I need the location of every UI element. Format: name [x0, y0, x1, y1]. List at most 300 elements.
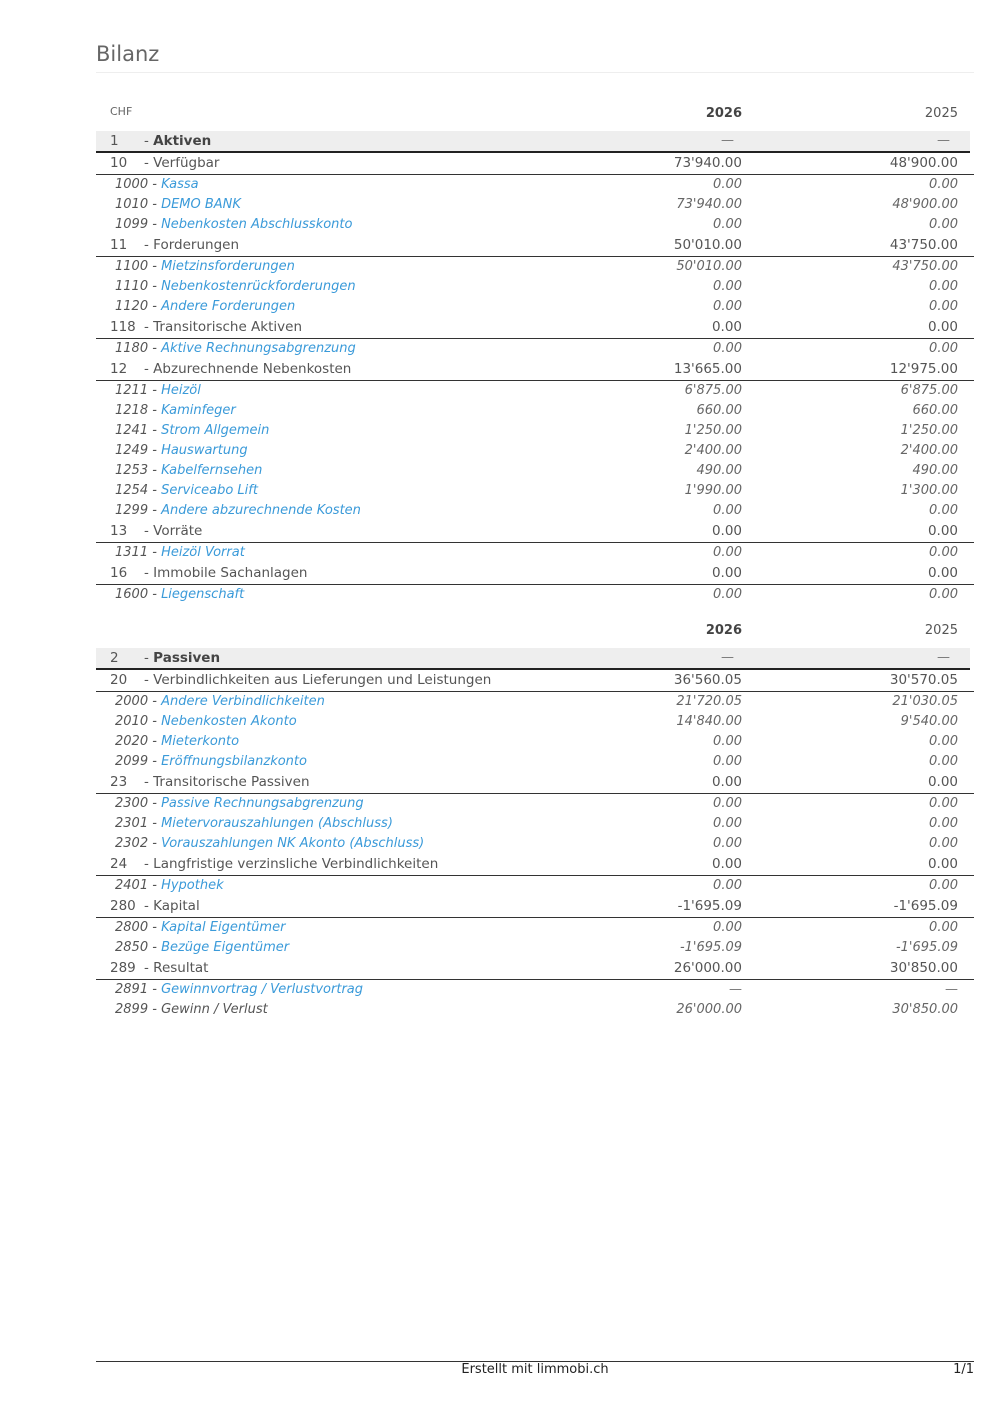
account-value-current: 0.00 [713, 545, 742, 560]
account-link[interactable]: Aktive Rechnungsabgrenzung [161, 341, 356, 356]
account-row [96, 339, 974, 359]
account-value-current: 0.00 [713, 279, 742, 294]
account-value-current: 660.00 [696, 403, 742, 418]
account-value-current: 2'400.00 [684, 443, 742, 458]
section-row-passiven [96, 648, 970, 670]
account-number: 1099 [115, 217, 149, 232]
account-number: 1600 [115, 587, 149, 602]
account-value-current: 21'720.05 [676, 694, 742, 709]
account-title [115, 836, 424, 851]
account-title [115, 463, 262, 478]
account-value-current: 0.00 [713, 217, 742, 232]
account-row [96, 834, 974, 854]
account-value-previous: 0.00 [929, 754, 958, 769]
group-separator: - [144, 898, 154, 914]
account-value-previous: 0.00 [929, 816, 958, 831]
account-number: 2099 [115, 754, 149, 769]
account-separator: - [148, 836, 162, 851]
account-separator: - [148, 423, 162, 438]
group-number: 12 [110, 361, 128, 377]
section-number: 1 [110, 133, 119, 149]
account-title [115, 816, 393, 831]
group-value-current: 0.00 [711, 856, 742, 872]
account-value-previous: 30'850.00 [892, 1002, 958, 1017]
page-title: Bilanz [96, 42, 160, 66]
account-link[interactable]: Hypothek [161, 878, 224, 893]
group-number: 118 [110, 319, 136, 335]
group-value-current: 36'560.05 [673, 672, 742, 688]
account-name: Gewinn / Verlust [161, 1002, 268, 1017]
account-separator: - [148, 714, 162, 729]
group-value-previous: 0.00 [927, 565, 958, 581]
account-title [115, 423, 269, 438]
account-link[interactable]: Vorauszahlungen NK Akonto (Abschluss) [161, 836, 425, 851]
account-row [96, 876, 974, 896]
account-link[interactable]: Heizöl Vorrat [161, 545, 245, 560]
group-value-previous: 0.00 [927, 856, 958, 872]
account-value-previous: 0.00 [929, 341, 958, 356]
group-name: Verbindlichkeiten aus Lieferungen und Leistungen [153, 672, 492, 688]
section-title [110, 650, 220, 666]
account-value-previous: -1'695.09 [895, 940, 958, 955]
account-separator: - [148, 443, 162, 458]
group-name: Verfügbar [153, 155, 220, 171]
account-number: 2899 [115, 1002, 149, 1017]
account-title [115, 878, 224, 893]
account-title [115, 177, 199, 192]
account-value-current: 0.00 [713, 503, 742, 518]
account-row [96, 501, 974, 521]
section-value-previous: — [937, 133, 950, 148]
account-link[interactable]: Andere Forderungen [161, 299, 296, 314]
balance-sheet [96, 98, 974, 1020]
section-number: 2 [110, 650, 119, 666]
account-group-row [96, 235, 974, 257]
account-value-current: 0.00 [713, 299, 742, 314]
group-separator: - [144, 237, 154, 253]
account-separator: - [148, 734, 162, 749]
account-separator: - [148, 816, 162, 831]
account-row [96, 918, 974, 938]
account-link[interactable]: Hauswartung [161, 443, 248, 458]
section-separator: - [144, 650, 154, 666]
account-title [115, 383, 201, 398]
group-title [110, 155, 220, 171]
account-separator: - [148, 694, 162, 709]
account-value-previous: 43'750.00 [892, 259, 958, 274]
group-number: 16 [110, 565, 128, 581]
group-number: 280 [110, 898, 136, 914]
page-number: 1/1 [953, 1362, 974, 1377]
account-number: 1120 [115, 299, 149, 314]
group-separator: - [144, 565, 154, 581]
account-link[interactable]: Nebenkosten Akonto [161, 714, 297, 729]
account-value-current: 0.00 [713, 816, 742, 831]
section-value-current: — [721, 133, 734, 148]
section-value-previous: — [937, 650, 950, 665]
account-value-previous: 0.00 [929, 545, 958, 560]
account-link[interactable]: Bezüge Eigentümer [161, 940, 290, 955]
account-link[interactable]: Mietervorauszahlungen (Abschluss) [161, 816, 393, 831]
account-value-previous: 490.00 [912, 463, 958, 478]
account-value-previous: 9'540.00 [900, 714, 958, 729]
section-name: Passiven [153, 650, 221, 666]
account-number: 1299 [115, 503, 149, 518]
account-value-current: 1'990.00 [684, 483, 742, 498]
group-name: Transitorische Aktiven [153, 319, 303, 335]
account-number: 1311 [115, 545, 149, 560]
account-row [96, 712, 974, 732]
account-title [115, 545, 245, 560]
account-separator: - [148, 503, 162, 518]
account-value-current: 0.00 [713, 920, 742, 935]
group-value-previous: 0.00 [927, 319, 958, 335]
section-spacer [96, 605, 974, 615]
account-group-row [96, 153, 974, 175]
account-value-current: 0.00 [713, 177, 742, 192]
group-title [110, 898, 200, 914]
account-link[interactable]: Andere abzurechnende Kosten [161, 503, 361, 518]
group-separator: - [144, 672, 154, 688]
group-value-previous: 12'975.00 [889, 361, 958, 377]
account-value-previous: 660.00 [912, 403, 958, 418]
account-separator: - [148, 279, 162, 294]
account-title [115, 443, 248, 458]
account-value-previous: 0.00 [929, 279, 958, 294]
account-number: 2301 [115, 816, 149, 831]
account-number: 1218 [115, 403, 149, 418]
account-row [96, 421, 974, 441]
account-link[interactable]: Liegenschaft [161, 587, 245, 602]
account-row [96, 585, 974, 605]
account-value-current: 0.00 [713, 878, 742, 893]
account-row [96, 401, 974, 421]
account-group-row [96, 772, 974, 794]
account-value-current: 0.00 [713, 836, 742, 851]
account-number: 1100 [115, 259, 149, 274]
group-value-current: 0.00 [711, 774, 742, 790]
account-number: 2850 [115, 940, 149, 955]
account-value-previous: 0.00 [929, 878, 958, 893]
account-row [96, 692, 974, 712]
account-separator: - [148, 483, 162, 498]
group-separator: - [144, 523, 154, 539]
account-number: 2000 [115, 694, 149, 709]
account-group-row [96, 563, 974, 585]
account-title [115, 920, 285, 935]
account-value-previous: 0.00 [929, 734, 958, 749]
account-title [115, 587, 244, 602]
group-separator: - [144, 155, 154, 171]
account-row [96, 441, 974, 461]
group-title [110, 361, 351, 377]
account-value-current: 0.00 [713, 734, 742, 749]
group-name: Kapital [153, 898, 200, 914]
account-link[interactable]: Heizöl [161, 383, 201, 398]
group-value-current: 0.00 [711, 523, 742, 539]
account-title [115, 694, 325, 709]
footer-credit: Erstellt mit limmobi.ch [461, 1362, 609, 1377]
account-row [96, 732, 974, 752]
group-name: Transitorische Passiven [153, 774, 310, 790]
account-value-previous: 1'250.00 [900, 423, 958, 438]
account-title [115, 197, 241, 212]
group-title [110, 565, 308, 581]
account-link[interactable]: Gewinnvortrag / Verlustvortrag [161, 982, 364, 997]
account-value-previous: 0.00 [929, 836, 958, 851]
account-value-current: 490.00 [696, 463, 742, 478]
account-group-row [96, 896, 974, 918]
group-value-current: 13'665.00 [673, 361, 742, 377]
account-row [96, 195, 974, 215]
account-separator: - [148, 940, 162, 955]
account-value-previous: 0.00 [929, 217, 958, 232]
group-number: 11 [110, 237, 128, 253]
account-value-current: — [729, 982, 742, 997]
group-value-current: -1'695.09 [677, 898, 742, 914]
account-link[interactable]: Nebenkosten Abschlusskonto [161, 217, 353, 232]
account-row [96, 481, 974, 501]
account-value-previous: 0.00 [929, 177, 958, 192]
group-separator: - [144, 856, 154, 872]
group-separator: - [144, 774, 154, 790]
account-value-previous: 0.00 [929, 587, 958, 602]
section-value-current: — [721, 650, 734, 665]
account-number: 1010 [115, 197, 149, 212]
account-link[interactable]: Serviceabo Lift [161, 483, 258, 498]
account-separator: - [148, 383, 162, 398]
account-link[interactable]: Mieterkonto [161, 734, 240, 749]
account-row [96, 461, 974, 481]
group-value-previous: 30'850.00 [889, 960, 958, 976]
group-name: Immobile Sachanlagen [153, 565, 308, 581]
account-separator: - [148, 403, 162, 418]
account-separator: - [148, 587, 162, 602]
group-value-previous: 43'750.00 [889, 237, 958, 253]
account-number: 2302 [115, 836, 149, 851]
group-value-previous: -1'695.09 [893, 898, 958, 914]
account-separator: - [148, 217, 162, 232]
account-row [96, 215, 974, 235]
account-number: 2300 [115, 796, 149, 811]
account-row [96, 277, 974, 297]
account-value-current: 0.00 [713, 587, 742, 602]
account-group-row [96, 958, 974, 980]
group-name: Forderungen [153, 237, 239, 253]
section-row-aktiven [96, 131, 970, 153]
account-link[interactable]: Mietzinsforderungen [161, 259, 295, 274]
column-header-row [96, 98, 974, 131]
account-separator: - [148, 1002, 162, 1017]
account-row [96, 938, 974, 958]
account-value-current: 26'000.00 [676, 1002, 742, 1017]
account-number: 1253 [115, 463, 149, 478]
account-title [115, 1002, 268, 1017]
account-value-current: 0.00 [713, 341, 742, 356]
group-value-current: 0.00 [711, 565, 742, 581]
account-title [115, 279, 356, 294]
group-value-previous: 0.00 [927, 523, 958, 539]
group-title [110, 960, 208, 976]
group-value-current: 73'940.00 [673, 155, 742, 171]
group-number: 23 [110, 774, 128, 790]
account-group-row [96, 317, 974, 339]
account-separator: - [148, 796, 162, 811]
account-separator: - [148, 463, 162, 478]
currency-label: CHF [110, 105, 133, 118]
account-link[interactable]: Kapital Eigentümer [161, 920, 286, 935]
account-link[interactable]: DEMO BANK [161, 197, 241, 212]
account-value-current: 73'940.00 [676, 197, 742, 212]
account-separator: - [148, 197, 162, 212]
account-title [115, 403, 236, 418]
account-value-previous: 0.00 [929, 920, 958, 935]
group-separator: - [144, 319, 154, 335]
title-divider [96, 72, 974, 73]
account-row [96, 814, 974, 834]
account-number: 1110 [115, 279, 149, 294]
account-value-current: 50'010.00 [676, 259, 742, 274]
account-group-row [96, 854, 974, 876]
account-value-previous: — [945, 982, 958, 997]
account-number: 1249 [115, 443, 149, 458]
group-separator: - [144, 960, 154, 976]
account-title [115, 503, 361, 518]
account-link[interactable]: Andere Verbindlichkeiten [161, 694, 325, 709]
group-number: 289 [110, 960, 136, 976]
account-separator: - [148, 545, 162, 560]
account-title [115, 796, 364, 811]
group-number: 10 [110, 155, 128, 171]
account-value-current: -1'695.09 [679, 940, 742, 955]
account-row [96, 1000, 974, 1020]
group-separator: - [144, 361, 154, 377]
account-number: 2401 [115, 878, 149, 893]
group-number: 24 [110, 856, 128, 872]
group-title [110, 856, 438, 872]
group-title [110, 523, 202, 539]
account-number: 1211 [115, 383, 149, 398]
account-number: 2020 [115, 734, 149, 749]
account-value-current: 14'840.00 [676, 714, 742, 729]
account-separator: - [148, 920, 162, 935]
account-link[interactable]: Kaminfeger [161, 403, 236, 418]
account-separator: - [148, 299, 162, 314]
account-value-current: 0.00 [713, 796, 742, 811]
account-value-previous: 0.00 [929, 503, 958, 518]
account-value-previous: 1'300.00 [900, 483, 958, 498]
account-link[interactable]: Eröffnungsbilanzkonto [161, 754, 307, 769]
account-number: 1241 [115, 423, 149, 438]
account-separator: - [148, 259, 162, 274]
group-name: Langfristige verzinsliche Verbindlichkeiten [153, 856, 439, 872]
account-number: 2010 [115, 714, 149, 729]
account-link[interactable]: Strom Allgemein [161, 423, 270, 438]
account-link[interactable]: Passive Rechnungsabgrenzung [161, 796, 364, 811]
account-separator: - [148, 341, 162, 356]
account-row [96, 257, 974, 277]
group-value-current: 50'010.00 [673, 237, 742, 253]
account-value-previous: 0.00 [929, 796, 958, 811]
section-separator: - [144, 133, 154, 149]
account-group-row [96, 359, 974, 381]
account-row [96, 297, 974, 317]
account-row [96, 381, 974, 401]
account-group-row [96, 521, 974, 543]
group-title [110, 774, 310, 790]
account-title [115, 341, 356, 356]
group-value-previous: 48'900.00 [889, 155, 958, 171]
account-number: 1000 [115, 177, 149, 192]
account-value-previous: 2'400.00 [900, 443, 958, 458]
column-header-previous-year: 2025 [924, 623, 958, 638]
account-row [96, 980, 974, 1000]
account-link[interactable]: Kassa [161, 177, 199, 192]
account-separator: - [148, 878, 162, 893]
column-header-row [96, 615, 974, 648]
account-title [115, 714, 297, 729]
group-title [110, 672, 491, 688]
column-header-current-year: 2026 [705, 623, 742, 638]
group-name: Abzurechnende Nebenkosten [153, 361, 352, 377]
group-name: Resultat [153, 960, 209, 976]
group-value-current: 26'000.00 [673, 960, 742, 976]
account-number: 1254 [115, 483, 149, 498]
account-value-previous: 6'875.00 [900, 383, 958, 398]
section-name: Aktiven [153, 133, 212, 149]
column-header-previous-year: 2025 [924, 106, 958, 121]
account-title [115, 299, 295, 314]
group-number: 20 [110, 672, 128, 688]
account-value-current: 1'250.00 [684, 423, 742, 438]
account-title [115, 982, 363, 997]
account-link[interactable]: Nebenkostenrückforderungen [161, 279, 356, 294]
account-row [96, 752, 974, 772]
group-title [110, 319, 302, 335]
account-value-previous: 48'900.00 [892, 197, 958, 212]
section-title [110, 133, 211, 149]
account-title [115, 940, 289, 955]
account-title [115, 734, 239, 749]
account-separator: - [148, 177, 162, 192]
account-number: 2891 [115, 982, 149, 997]
account-value-current: 0.00 [713, 754, 742, 769]
account-title [115, 754, 307, 769]
account-value-previous: 21'030.05 [892, 694, 958, 709]
account-row [96, 175, 974, 195]
account-title [115, 259, 295, 274]
account-separator: - [148, 982, 162, 997]
account-row [96, 543, 974, 563]
group-title [110, 237, 239, 253]
group-value-previous: 0.00 [927, 774, 958, 790]
account-value-current: 6'875.00 [684, 383, 742, 398]
account-group-row [96, 670, 974, 692]
account-number: 1180 [115, 341, 149, 356]
account-separator: - [148, 754, 162, 769]
account-title [115, 217, 352, 232]
account-row [96, 794, 974, 814]
group-name: Vorräte [153, 523, 203, 539]
group-value-previous: 30'570.05 [889, 672, 958, 688]
account-value-previous: 0.00 [929, 299, 958, 314]
account-title [115, 483, 258, 498]
column-header-current-year: 2026 [705, 106, 742, 121]
group-value-current: 0.00 [711, 319, 742, 335]
group-number: 13 [110, 523, 128, 539]
account-number: 2800 [115, 920, 149, 935]
account-link[interactable]: Kabelfernsehen [161, 463, 263, 478]
